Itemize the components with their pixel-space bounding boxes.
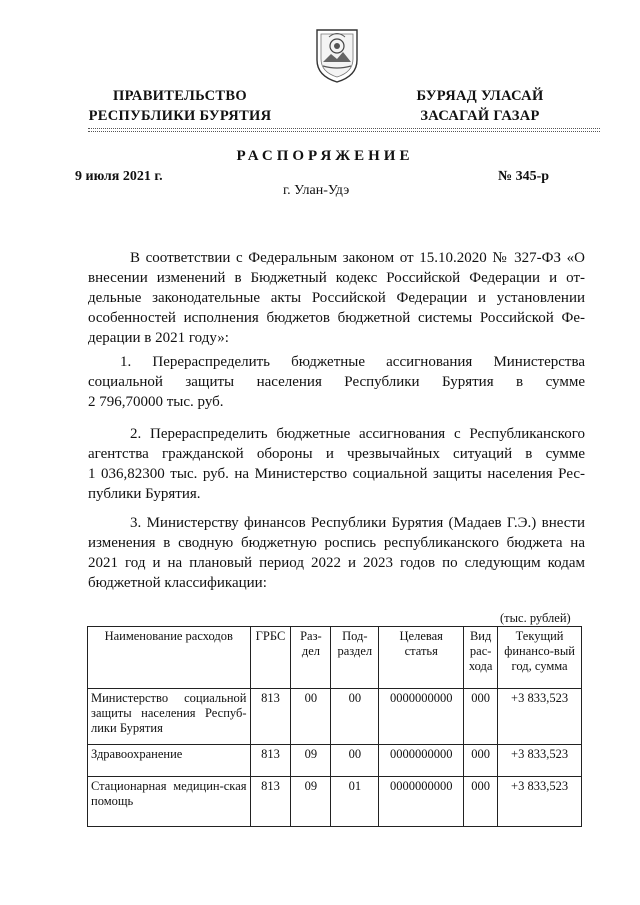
coat-of-arms-icon — [313, 26, 361, 84]
table-row: Министерство социальной защиты населения Респуб-лики Бурятия 813 00 00 0000000000 000 +3 833,523 — [88, 689, 582, 745]
table-row: Стационарная медицин-ская помощь 813 09 01 0000000000 000 +3 833,523 — [88, 777, 582, 827]
document-date: 9 июля 2021 г. — [75, 169, 163, 184]
col-header-grbs: ГРБС — [250, 627, 291, 689]
paragraph-item-1: 1. Перераспределить бюджетные ассигнования Министерства социальной защиты населения Республики Бурятия в сумме 2 796,70000 тыс. руб. — [88, 354, 585, 410]
paragraph-preamble: В соответствии с Федеральным законом от 15.10.2020 № 327-ФЗ «О внесении изменений в Бюджетный кодекс Российской Федерации и от- дельные законодательные акты Российской Федерации и установлении особенностей исполнения бюджетов бюджетной системы Российской Фе- дерации в 2021 году»: — [88, 250, 585, 346]
header-divider-2 — [88, 131, 600, 133]
col-header-vid: Вид рас-хода — [464, 627, 498, 689]
col-header-podrazdel: Под-раздел — [331, 627, 379, 689]
col-header-sum: Текущий финансо-вый год, сумма — [498, 627, 582, 689]
table-header-row — [88, 627, 582, 689]
document-city: г. Улан-Удэ — [283, 183, 350, 198]
header-divider — [88, 128, 600, 130]
government-name-ru: ПРАВИТЕЛЬСТВО РЕСПУБЛИКИ БУРЯТИЯ — [88, 88, 272, 124]
paragraph-item-2: 2. Перераспределить бюджетные ассигнования с Республиканского агентства гражданской обороны и чрезвычайных ситуаций в сумме 1 036,82300 тыс. руб. на Министерство социальной защиты населения Рес- публики Бурятия. — [88, 426, 585, 502]
government-name-bua: БУРЯАД УЛАСАЙ ЗАСАГАЙ ГАЗАР — [416, 88, 544, 124]
budget-table — [87, 626, 582, 827]
document-number: № 345-р — [498, 169, 550, 184]
col-header-name: Наименование расходов — [88, 627, 251, 689]
document-title: РАСПОРЯЖЕНИЕ — [236, 148, 414, 164]
paragraph-item-3: 3. Министерству финансов Республики Бурятия (Мадаев Г.Э.) внести изменения в сводную бюджетную роспись республиканского бюджета на 2021 год и на плановый период 2022 и 2023 годов по следующим кодам бюджетной классификации: — [88, 515, 585, 591]
table-units: (тыс. рублей) — [500, 611, 571, 625]
col-header-article: Целевая статья — [379, 627, 464, 689]
col-header-razdel: Раз-дел — [291, 627, 331, 689]
table-row: Здравоохранение 813 09 00 0000000000 000 +3 833,523 — [88, 745, 582, 777]
